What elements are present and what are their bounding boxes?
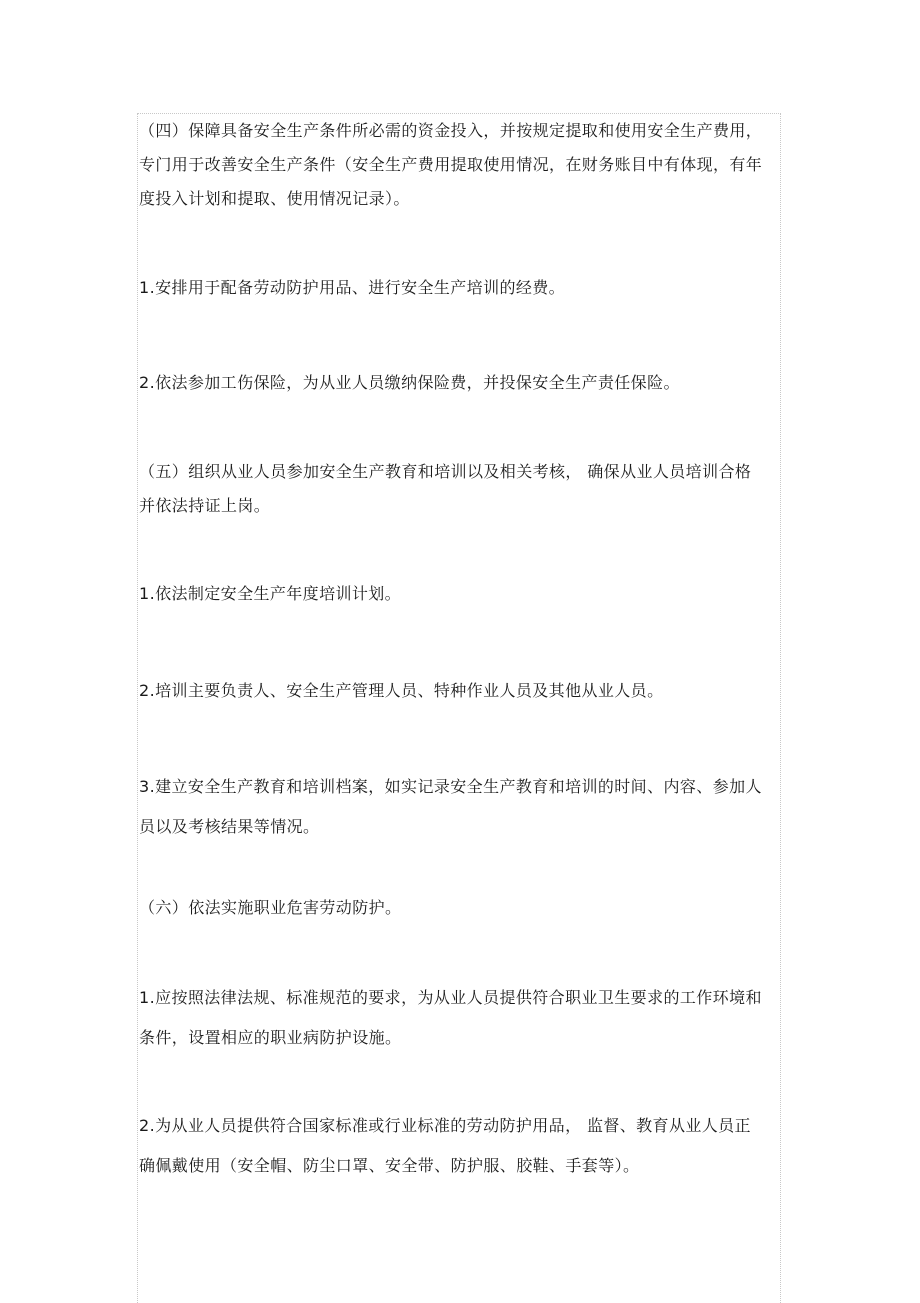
paragraph-6-item-2: 2.为从业人员提供符合国家标准或行业标准的劳动防护用品， 监督、教育从业人员正确佩戴使用（安全帽、防尘口罩、安全带、防护服、胶鞋、手套等）。 xyxy=(139,1116,751,1175)
paragraph-section-5: （五）组织从业人员参加安全生产教育和培训以及相关考核， 确保从业人员培训合格并依法持证上岗。 xyxy=(139,462,752,515)
paragraph-section-6: （六）依法实施职业危害劳动防护。 xyxy=(139,898,402,917)
paragraph-5-item-1: 1.依法制定安全生产年度培训计划。 xyxy=(139,584,402,603)
paragraph-4-item-2: 2.依法参加工伤保险，为从业人员缴纳保险费，并投保安全生产责任保险。 xyxy=(139,373,680,392)
paragraph-5-item-2: 2.培训主要负责人、安全生产管理人员、特种作业人员及其他从业人员。 xyxy=(139,681,664,700)
paragraph-5-item-3: 3.建立安全生产教育和培训档案，如实记录安全生产教育和培训的时间、内容、参加人员以及考核结果等情况。 xyxy=(139,777,762,836)
paragraph-6-item-1: 1.应按照法律法规、标准规范的要求，为从业人员提供符合职业卫生要求的工作环境和条件，设置相应的职业病防护设施。 xyxy=(139,988,762,1047)
paragraph-section-4: （四）保障具备安全生产条件所必需的资金投入，并按规定提取和使用安全生产费用，专门用于改善安全生产条件（安全生产费用提取使用情况，在财务账目中有体现，有年度投入计划和提取、使用情况记录）。 xyxy=(139,121,763,208)
paragraph-4-item-1: 1.安排用于配备劳动防护用品、进行安全生产培训的经费。 xyxy=(139,278,566,297)
